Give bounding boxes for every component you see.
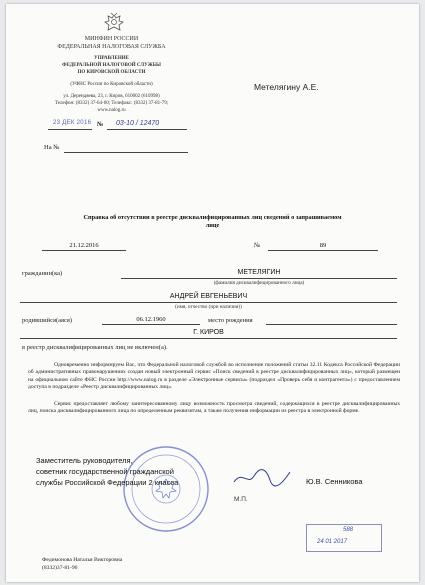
official-seal-icon bbox=[121, 444, 211, 534]
document-page bbox=[6, 4, 419, 582]
receipt-date: 24 01 2017 bbox=[317, 539, 348, 545]
department-line1: УПРАВЛЕНИЕ bbox=[94, 56, 129, 61]
coat-of-arms-icon bbox=[103, 12, 125, 34]
department-website: www.nalog.ru bbox=[97, 108, 126, 113]
outgoing-number: 03-10 / 12470 bbox=[116, 120, 160, 127]
handwritten-signature-icon bbox=[232, 466, 292, 488]
department-address: ул. Дерендяева, 23, г. Киров, 610002 (610998) bbox=[63, 94, 160, 99]
department-line2: ФЕДЕРАЛЬНОЙ НАЛОГОВОЙ СЛУЖБЫ bbox=[62, 63, 161, 68]
document-title-line2: лице bbox=[205, 222, 220, 229]
certificate-number: 89 bbox=[319, 242, 327, 249]
certificate-date: 21.12.2016 bbox=[69, 242, 99, 249]
outgoing-number-sign: № bbox=[97, 121, 104, 128]
receipt-number: 588 bbox=[343, 527, 354, 533]
citizen-label: гражданин(ка) bbox=[22, 270, 63, 277]
document-title: Справка об отсутствии в реестре дисквалифицированных лиц сведений о запрашиваемом bbox=[83, 214, 342, 221]
service-name: ФЕДЕРАЛЬНАЯ НАЛОГОВАЯ СЛУЖБА bbox=[57, 44, 166, 50]
surname-caption: (фамилия дисквалифицированного лица) bbox=[213, 280, 305, 286]
reference-number-label: На № bbox=[44, 144, 60, 151]
department-line3: ПО КИРОВСКОЙ ОБЛАСТИ bbox=[77, 70, 146, 75]
birth-place-label: место рождения bbox=[208, 317, 253, 324]
executor-name: Федимонова Наталья Викторовна bbox=[42, 557, 123, 563]
name-caption: (имя, отчество (при наличии)) bbox=[175, 304, 242, 310]
born-label: родившийся(аяся) bbox=[22, 317, 73, 324]
recipient-name: Метелягину А.Е. bbox=[254, 82, 319, 92]
birth-date: 06.12.1960 bbox=[136, 316, 166, 323]
signatory-title-3: службы Российской Федерации 2 класса bbox=[36, 478, 179, 487]
seal-place-label: М.П. bbox=[234, 496, 248, 503]
citizen-surname: МЕТЕЛЯГИН bbox=[237, 269, 281, 276]
registry-status: в реестр дисквалифицированных лиц не включен(а). bbox=[22, 344, 168, 351]
department-short: (УФНС России по Кировской области) bbox=[70, 82, 153, 87]
citizen-name: АНДРЕЙ ЕВГЕНЬЕВИЧ bbox=[169, 293, 248, 300]
signatory-title-2: советник государственной гражданской bbox=[36, 467, 174, 476]
birth-place: Г. КИРОВ bbox=[193, 329, 224, 336]
info-paragraph-1: Одновременно информируем Вас, что Федеральной налоговой службой во исполнение положений статьи 32.11 Кодекса Российской Федерации об административных правонарушениях создан новый электронный сервис «Поиск сведений в реестре дисквалифицированных лиц», который размещен на официальном сайте ФНС России http://www.nalog.ru в разделе «Электронные сервисы» (подраздел «Проверь себя и контрагента») с предоставлением доступа в подразделе «Реестр дисквалифицированных лиц». bbox=[28, 362, 400, 390]
certificate-number-sign: № bbox=[254, 242, 261, 249]
outgoing-date: 23 ДЕК 2016 bbox=[53, 120, 92, 126]
ministry-name: МИНФИН РОССИИ bbox=[84, 36, 139, 42]
signatory-name: Ю.В. Сенникова bbox=[306, 477, 363, 486]
signatory-title-1: Заместитель руководителя, bbox=[36, 456, 133, 465]
receipt-stamp bbox=[306, 524, 382, 552]
department-phone: Телефон: (8332) 37-64-00; Телефакс: (8332) 37-81-79; bbox=[54, 101, 169, 106]
info-paragraph-2: Сервис предоставляет любому заинтересованному лицу возможность просмотра сведений, содержащихся в реестре дисквалифицированных лиц, поиска дисквалифицированного лица по определенным реквизитам, а также получения информации из реестра в электронной форме. bbox=[28, 401, 400, 415]
executor-phone: (8332)37-81-96 bbox=[42, 565, 78, 571]
